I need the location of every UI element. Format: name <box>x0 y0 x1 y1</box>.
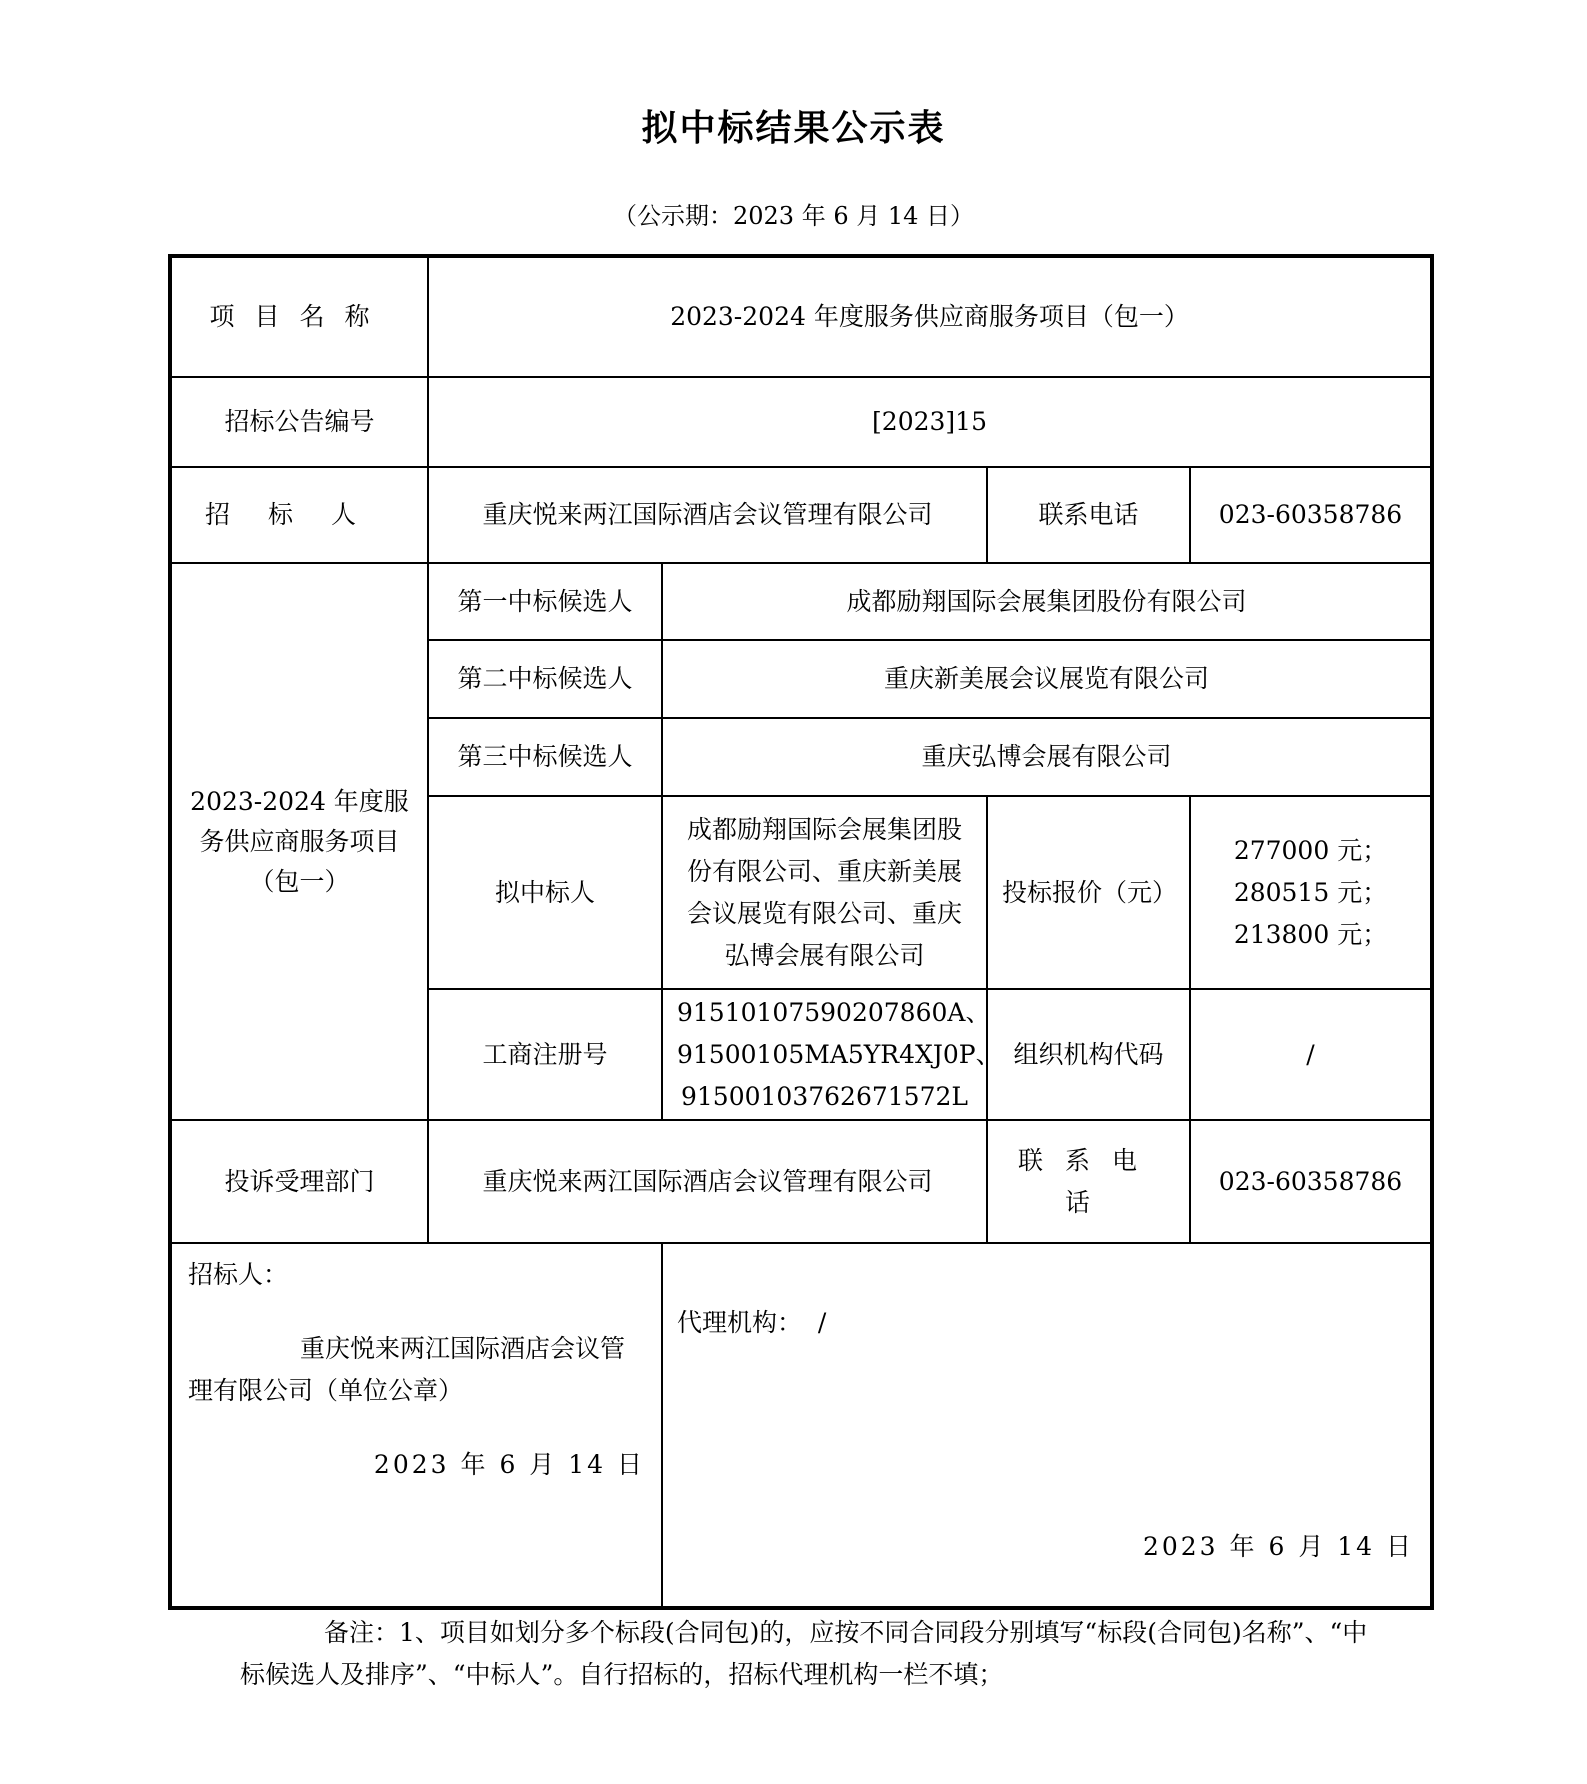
complaint-label: 投诉受理部门 <box>170 1120 428 1243</box>
bid-price-1: 277000 元； <box>1233 835 1388 865</box>
bid-price-2: 280515 元； <box>1233 877 1388 907</box>
row-candidate-1 <box>170 563 1432 640</box>
section-name: 2023-2024 年度服务供应商服务项目（包一） <box>170 563 428 1120</box>
tenderer-sign-company: 重庆悦来两江国际酒店会议管理有限公司（单位公章） <box>188 1334 626 1405</box>
org-code-value: / <box>1190 989 1432 1120</box>
bid-price-label: 投标报价（元） <box>987 796 1190 989</box>
org-code-label: 组织机构代码 <box>987 989 1190 1120</box>
notice-no-value: [2023]15 <box>428 377 1432 467</box>
row-complaint <box>170 1120 1432 1243</box>
contact-phone-value: 023-60358786 <box>1190 467 1432 563</box>
reg-no-3: 915001037626715​72L <box>681 1081 968 1111</box>
candidate3-value: 重庆弘博会展有限公司 <box>662 718 1432 796</box>
bid-prices <box>1190 796 1432 989</box>
row-notice-no <box>170 377 1432 467</box>
winner-label: 拟中标人 <box>428 796 662 989</box>
notice-no-label: 招标公告编号 <box>170 377 428 467</box>
reg-no-1: 91510107590207860A、 <box>677 997 991 1027</box>
row-tenderer <box>170 467 1432 563</box>
candidate3-label: 第三中标候选人 <box>428 718 662 796</box>
complaint-phone-label: 联系电话 <box>987 1120 1190 1243</box>
row-signature <box>170 1243 1432 1608</box>
bid-price-3: 213800 元； <box>1233 919 1388 949</box>
agent-signature-cell <box>662 1243 1432 1608</box>
winner-value: 成都励翔国际会展集团股份有限公司、重庆新美展会议展览有限公司、重庆弘博会展有限公司 <box>662 796 987 989</box>
tenderer-sign-date: 2023 年 6 月 14 日 <box>373 1450 645 1479</box>
tenderer-label: 招标人 <box>170 467 428 563</box>
reg-no-2: 91500105MA5YR4XJ0P、 <box>677 1039 1001 1069</box>
candidate1-label: 第一中标候选人 <box>428 563 662 640</box>
project-name-label: 项目名称 <box>170 256 428 377</box>
agent-sign-date: 2023 年 6 月 14 日 <box>1142 1532 1415 1561</box>
tenderer-sign-label: 招标人： <box>188 1260 289 1289</box>
reg-no-label: 工商注册号 <box>428 989 662 1120</box>
candidate2-label: 第二中标候选人 <box>428 640 662 718</box>
contact-phone-label: 联系电话 <box>987 467 1190 563</box>
complaint-value: 重庆悦来两江国际酒店会议管理有限公司 <box>428 1120 987 1243</box>
row-project-name <box>170 256 1432 377</box>
reg-nos <box>662 989 1001 1120</box>
result-table <box>168 254 1434 1610</box>
complaint-phone-value: 023-60358786 <box>1190 1120 1432 1243</box>
tenderer-signature-cell <box>170 1243 662 1608</box>
publicity-period: （公示期：2023 年 6 月 14 日） <box>612 202 975 230</box>
candidate2-value: 重庆新美展会议展览有限公司 <box>662 640 1432 718</box>
page-title: 拟中标结果公示表 <box>641 108 946 149</box>
tenderer-value: 重庆悦来两江国际酒店会议管理有限公司 <box>428 467 987 563</box>
agent-label: 代理机构： / <box>677 1308 827 1337</box>
candidate1-value: 成都励翔国际会展集团股份有限公司 <box>662 563 1432 640</box>
project-name-value: 2023-2024 年度服务供应商服务项目（包一） <box>428 256 1432 377</box>
footnote: 备注：1、项目如划分多个标段(合同包)的，应按不同合同段分别填写“标段(合同包)名称”、“中标候选人及排序”、“中标人”。自行招标的，招标代理机构一栏不填； <box>240 1618 1368 1689</box>
